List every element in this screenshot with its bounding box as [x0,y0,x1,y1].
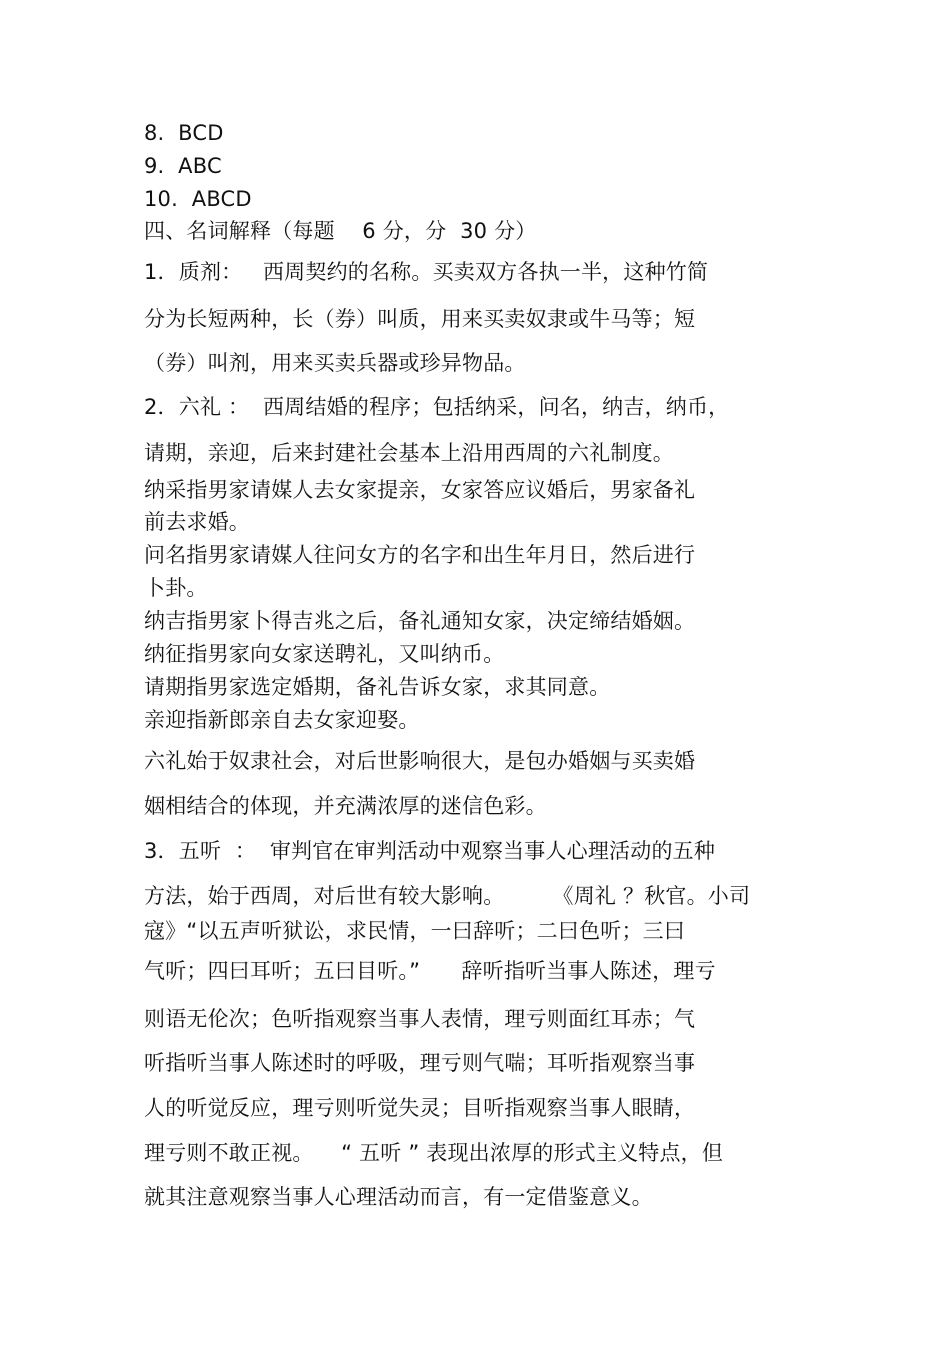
paragraph-line: 问名指男家请媒人往问女方的名字和出生年月日，然后进行 [144,543,696,567]
paragraph-line: 请期指男家选定婚期，备礼告诉女家，求其同意。 [144,675,611,699]
paragraph-line: 六礼始于奴隶社会，对后世影响很大，是包办婚姻与买卖婚 [144,749,696,773]
paragraph-line: 纳征指男家向女家送聘礼，又叫纳币。 [144,642,505,666]
paragraph-line: 请期，亲迎，后来封建社会基本上沿用西周的六礼制度。 [144,441,674,465]
paragraph-line: 听指听当事人陈述时的呼吸，理亏则气喘；耳听指观察当事 [144,1051,696,1075]
paragraph-line: 纳采指男家请媒人去女家提亲，女家答应议婚后，男家备礼 [144,478,696,502]
section-heading: 四、名词解释（每题 6 分，分 30 分） [144,219,537,243]
paragraph-line: 就其注意观察当事人心理活动而言，有一定借鉴意义。 [144,1185,653,1209]
paragraph-line: 2．六礼 ： 西周结婚的程序；包括纳采，问名，纳吉，纳币， [144,395,730,419]
paragraph-line: 人的听觉反应，理亏则听觉失灵；目听指观察当事人眼睛， [144,1096,696,1120]
paragraph-line: 方法，始于西周，对后世有较大影响。 《周礼 ？秋官。小司 [144,884,751,908]
answer-line-9: 9. ABC [144,154,222,178]
paragraph-line: 气听；四曰耳听；五曰目听。” 辞听指听当事人陈述，理亏 [144,959,716,983]
paragraph-line: 理亏则不敢正视。 “ 五听 ” 表现出浓厚的形式主义特点，但 [144,1141,724,1165]
paragraph-line: 则语无伦次；色听指观察当事人表情，理亏则面红耳赤；气 [144,1007,696,1031]
paragraph-line: 分为长短两种，长（券）叫质，用来买卖奴隶或牛马等；短 [144,307,696,331]
paragraph-line: 亲迎指新郎亲自去女家迎娶。 [144,708,420,732]
paragraph-line: （券）叫剂，用来买卖兵器或珍异物品。 [144,351,526,375]
paragraph-line: 前去求婚。 [144,510,250,534]
answer-line-8: 8. BCD [144,121,224,145]
paragraph-line: 纳吉指男家卜得吉兆之后，备礼通知女家，决定缔结婚姻。 [144,609,696,633]
paragraph-line: 寇》“以五声听狱讼，求民情，一曰辞听；二曰色听；三曰 [144,919,686,943]
paragraph-line: 姻相结合的体现，并充满浓厚的迷信色彩。 [144,794,547,818]
paragraph-line: 3．五听 ： 审判官在审判活动中观察当事人心理活动的五种 [144,839,716,863]
paragraph-line: 卜卦。 [144,576,208,600]
answer-line-10: 10. ABCD [144,187,252,211]
paragraph-line: 1．质剂： 西周契约的名称。买卖双方各执一半，这种竹简 [144,260,709,284]
